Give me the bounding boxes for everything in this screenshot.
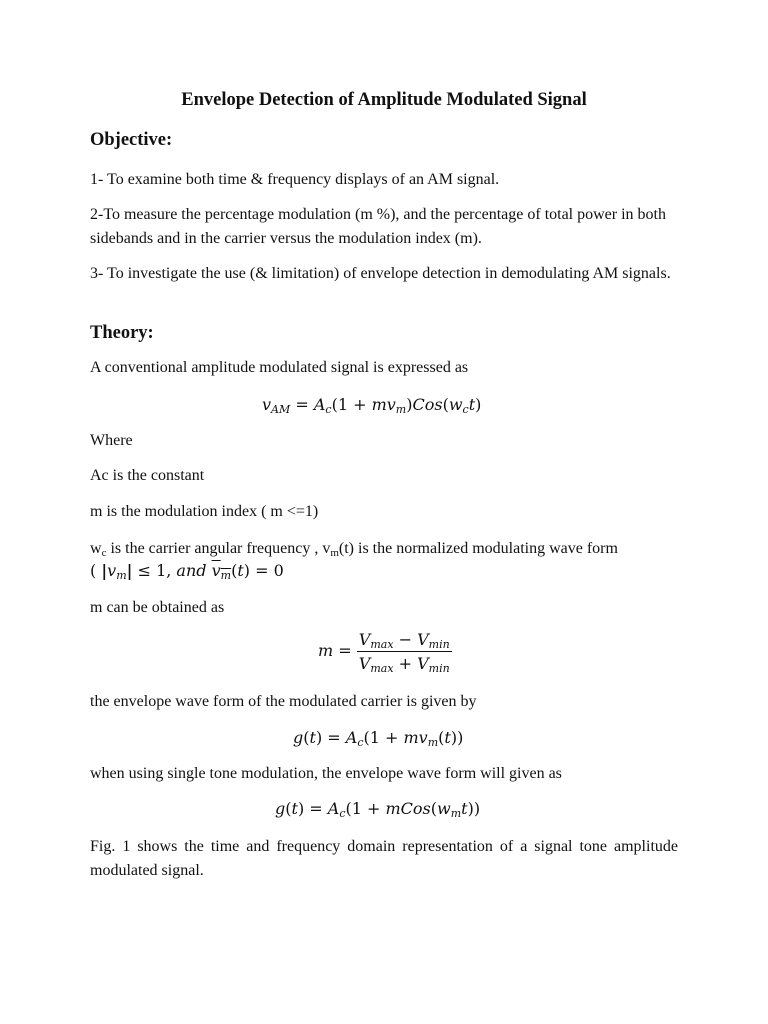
ac-definition: Ac is the constant: [90, 467, 205, 484]
objective-item-1: 1- To examine both time & frequency displays of an AM signal.: [90, 171, 500, 188]
wc-definition: $w_c$ is the carrier angular frequency , $v_m(t)$ is the normalized modulating wave form: [90, 540, 618, 559]
envelope-text: the envelope wave form of the modulated carrier is given by: [90, 693, 477, 710]
objective-item-3: 3- To investigate the use (& limitation) of envelope detection in demodulating AM signals.: [90, 265, 671, 282]
where-label: Where: [90, 432, 133, 449]
equation-g-general: $g(t) = A_c(1 + mv_m(t))$: [293, 728, 464, 749]
equation-vam: $v_{AM} = A_c(1 + mv_m)Cos(w_ct)$: [262, 395, 482, 416]
theory-intro: A conventional amplitude modulated signal is expressed as: [90, 359, 469, 376]
objective-heading: Objective:: [90, 130, 173, 150]
single-tone-text: when using single tone modulation, the envelope wave form will given as: [90, 765, 562, 782]
equation-m-formula: m = $\frac{V_{max} - V_{min}}{V_{max} + V_{min}}$: [318, 630, 450, 675]
document-title: Envelope Detection of Amplitude Modulated Signal: [181, 90, 587, 110]
m-definition: m is the modulation index ( m <=1): [90, 503, 319, 520]
m-obtained-text: m can be obtained as: [90, 599, 225, 616]
objective-item-2: 2-To measure the percentage modulation (m %), and the percentage of total power in both sidebands and in the carrier versus the modulation index (m).: [90, 206, 666, 247]
theory-heading: Theory:: [90, 323, 154, 343]
equation-g-single: $g(t) = A_c(1$ + $mCos(w_mt)$): [275, 799, 481, 820]
figure-reference-text: Fig. 1 shows the time and frequency domain representation of a signal tone amplitude modulated signal.: [90, 838, 678, 879]
equation-condition: ( $|v_m| \le 1$, and $v_m(t) = 0$: [90, 561, 284, 582]
